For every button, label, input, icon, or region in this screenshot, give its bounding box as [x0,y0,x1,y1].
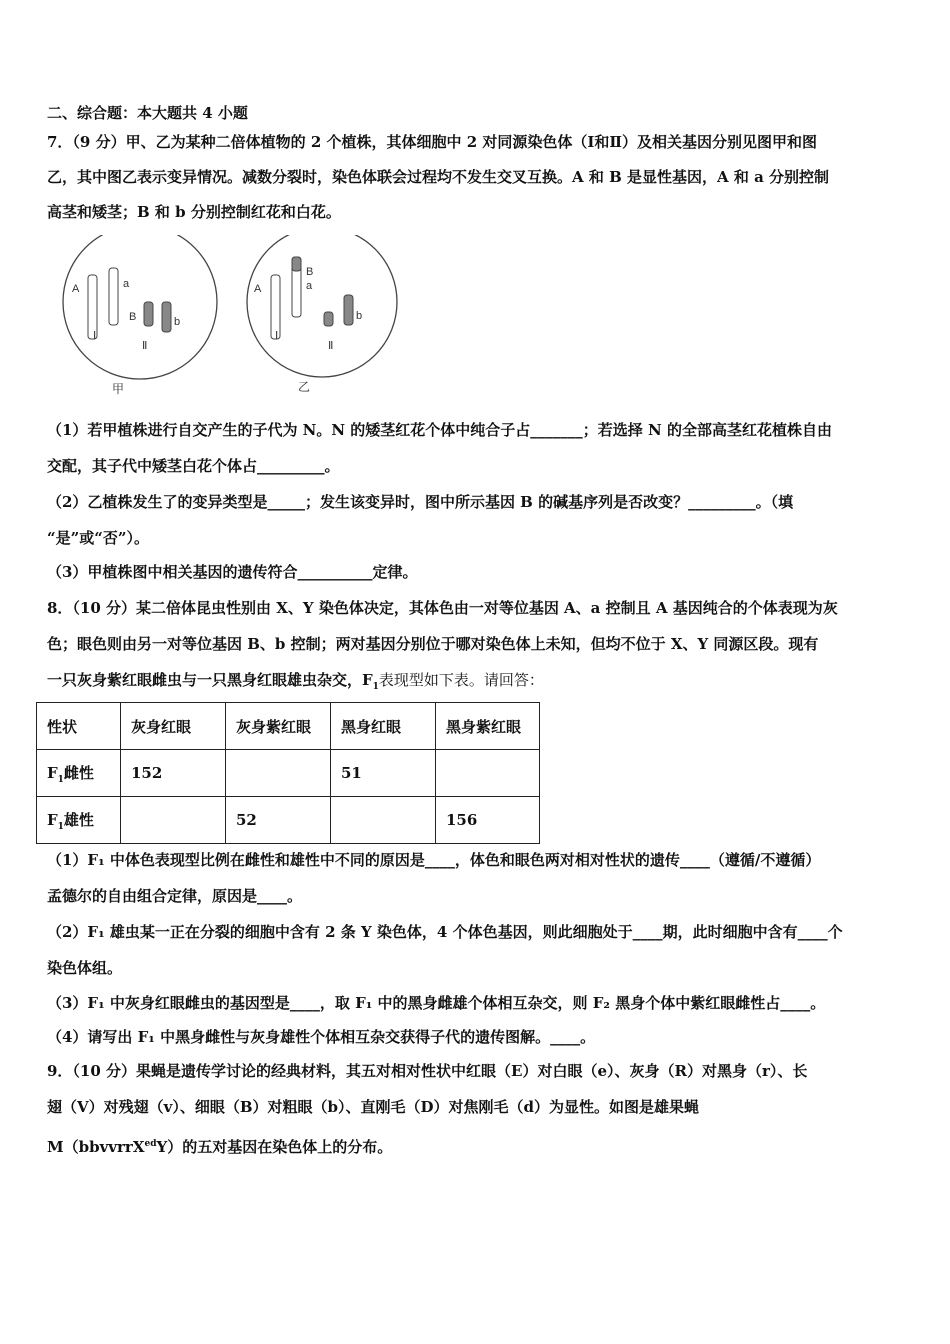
table-row [37,797,540,844]
q9-line3-part1: M（bbvvrrX [47,1138,145,1156]
row-label-female: $F_1$雌性 [37,750,121,797]
q7-sub1-line1: （1）若甲植株进行自交产生的子代为 N。N 的矮茎红花个体中纯合子占_______；若选择 N 的全部高茎红花植株自由 [47,421,832,439]
q8-line3-sub: 1 [372,682,379,692]
q7-stem-line1: 7．（9 分）甲、乙为某种二倍体植物的 2 个植株，其体细胞中 2 对同源染色体（Ⅰ和Ⅱ）及相关基因分别见图甲和图 [47,133,818,151]
cell-circle-yi [247,235,397,377]
gene-b-jia: b [174,316,181,328]
q8-sub1-line1: （1）F₁ 中体色表现型比例在雌性和雄性中不同的原因是____，体色和眼色两对相对性状的遗传____（遵循/不遵循） [47,851,821,869]
table-cell: 51 [331,750,436,797]
gene-a-yi: a [306,280,313,292]
pair1-label-yi: Ⅰ [275,330,279,342]
table-header-cell: 灰身紫红眼 [226,703,331,750]
chromosome-II-left-yi [324,312,333,326]
q7-sub3: （3）甲植株图中相关基因的遗传符合__________定律。 [47,563,418,581]
pair2-label-yi: Ⅱ [328,340,334,352]
gene-a-jia: a [123,278,130,290]
q9-stem-line3 [47,1134,907,1157]
translocated-segment-yi [292,257,301,271]
row-label-male: $F_1$雄性 [37,797,121,844]
q9-line3-part2: Y）的五对基因在染色体上的分布。 [156,1138,393,1156]
chromosome-I-right-jia [109,268,118,325]
q9-stem-line1: 9．（10 分）果蝇是遗传学讨论的经典材料，其五对相对性状中红眼（E）对白眼（e）、灰身（R）对黑身（r）、长 [47,1062,808,1080]
table-cell: 152 [121,750,226,797]
figure-jia [63,235,217,396]
q8-sub2-line1: （2）F₁ 雄虫某一正在分裂的细胞中含有 2 条 Y 染色体，4 个体色基因，则此细胞处于____期，此时细胞中含有____个 [47,923,843,941]
q8-sub3: （3）F₁ 中灰身红眼雌虫的基因型是____，取 F₁ 中的黑身雌雄个体相互杂交，则 F₂ 黑身个体中紫红眼雌性占____。 [47,994,826,1012]
table-header-cell: 黑身紫红眼 [436,703,540,750]
table-header-cell: 性状 [37,703,121,750]
q8-line3-part2: 表现型如下表。请回答： [378,671,544,689]
table-header-cell: 灰身红眼 [121,703,226,750]
table-row [37,750,540,797]
table-cell: 156 [436,797,540,844]
chromosome-II-right-yi [344,295,353,325]
q7-sub2-line1: （2）乙植株发生了的变异类型是_____；发生该变异时，图中所示基因 B 的碱基序列是否改变？_________。（填 [47,493,794,511]
table-header-row [37,703,540,750]
section-title: 二、综合题：本大题共 4 小题 [47,104,248,122]
q8-line3-part1: 一只灰身紫红眼雌虫与一只黑身红眼雄虫杂交，F [47,671,373,689]
chromosome-II-left-jia [144,302,153,326]
gene-b-yi: b [356,310,363,322]
q7-sub1-line2: 交配，其子代中矮茎白花个体占_________。 [47,457,340,475]
q7-stem-line3: 高茎和矮茎；B 和 b 分别控制红花和白花。 [47,203,341,221]
pair1-label-jia: Ⅰ [93,330,97,342]
gene-B-yi: B [306,266,314,278]
cell-circle-jia [63,235,217,379]
table-cell [331,797,436,844]
gene-A-jia: A [72,283,80,295]
f1-phenotype-table [36,702,540,844]
table-cell [121,797,226,844]
chromosome-II-right-jia [162,302,171,332]
table-cell: 52 [226,797,331,844]
q8-sub1-line2: 孟德尔的自由组合定律，原因是____。 [47,887,303,905]
q8-stem-line1: 8．（10 分）某二倍体昆虫性别由 X、Y 染色体决定，其体色由一对等位基因 A、a 控制且 A 基因纯合的个体表现为灰 [47,599,838,617]
gene-B-jia: B [129,311,137,323]
q9-stem-line2: 翅（V）对残翅（v）、细眼（B）对粗眼（b）、直刚毛（D）对焦刚毛（d）为显性。如图是雄果蝇 [47,1098,700,1116]
table-cell [436,750,540,797]
chromosome-figure [40,235,420,397]
figure-label-yi: 乙 [298,380,311,394]
q7-stem-line2: 乙，其中图乙表示变异情况。减数分裂时，染色体联会过程均不发生交叉互换。A 和 B 是显性基因，A 和 a 分别控制 [47,168,830,186]
q8-sub4: （4）请写出 F₁ 中黑身雌性与灰身雄性个体相互杂交获得子代的遗传图解。____。 [47,1028,596,1046]
table-cell [226,750,331,797]
pair2-label-jia: Ⅱ [142,340,148,352]
q8-sub2-line2: 染色体组。 [47,959,123,977]
q7-sub2-line2: “是”或“否”）。 [47,529,150,547]
q8-stem-line3 [47,670,907,697]
figure-label-jia: 甲 [112,382,125,396]
q8-stem-line2: 色；眼色则由另一对等位基因 B、b 控制；两对基因分别位于哪对染色体上未知，但均不位于 X、Y 同源区段。现有 [47,635,819,653]
table-header-cell: 黑身红眼 [331,703,436,750]
figure-yi [247,235,397,394]
q9-line3-sup: ed [144,1139,157,1149]
gene-A-yi: A [254,283,262,295]
